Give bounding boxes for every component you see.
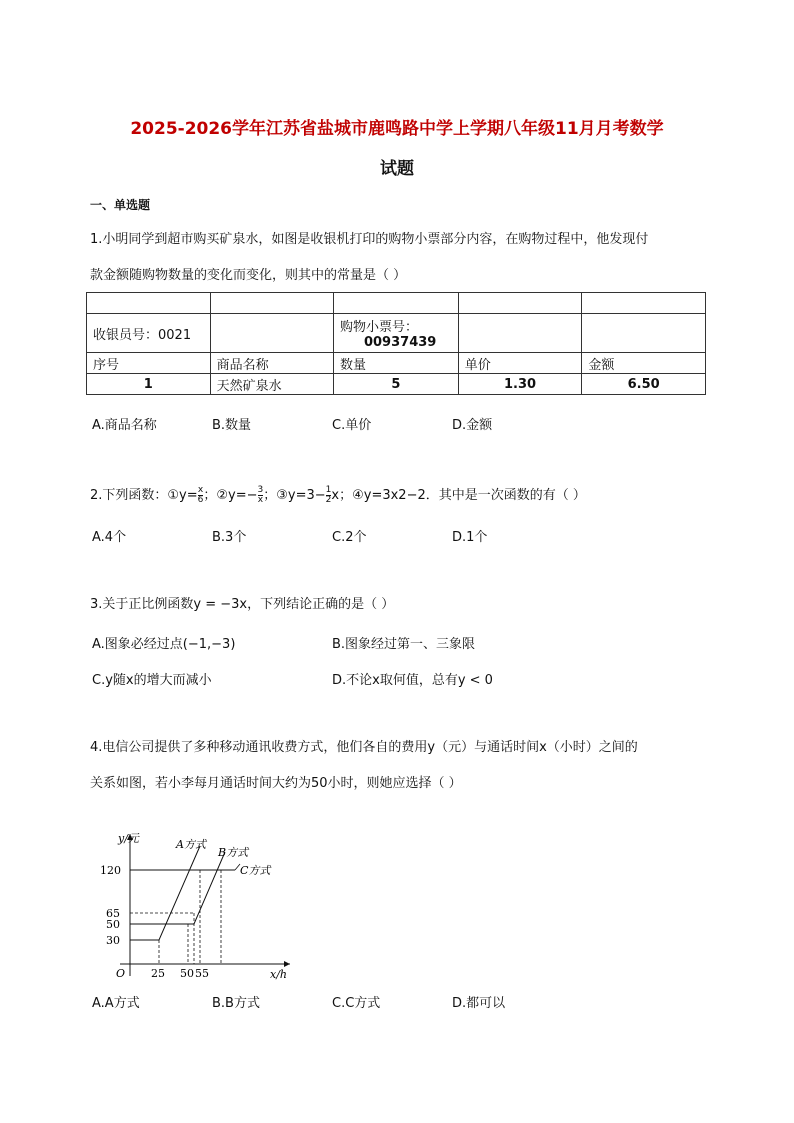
line-b-label: B方式 — [218, 846, 249, 859]
q2-prefix: 2.下列函数： — [90, 488, 168, 503]
header-cell: 序号 — [87, 353, 211, 374]
q3-option-d[interactable]: D.不论x取何值，总有y < 0 — [332, 673, 493, 688]
fraction: $\frac{x}{6}$ — [197, 485, 204, 505]
q1-option-a[interactable]: A.商品名称 — [92, 418, 157, 433]
cashier-cell: 收银员号：0021 — [87, 314, 211, 353]
y-tick-label: 50 — [106, 918, 120, 931]
q4-option-d[interactable]: D.都可以 — [452, 996, 506, 1011]
header-cell: 商品名称 — [210, 353, 333, 374]
line-a — [130, 846, 200, 940]
y-axis-label: y/元 — [118, 832, 139, 845]
line-a-label: A方式 — [176, 838, 206, 851]
q2-option-c[interactable]: C.2个 — [332, 530, 367, 545]
origin-label: O — [116, 967, 126, 980]
q1-option-c[interactable]: C.单价 — [332, 418, 372, 433]
question-4-line2: 关系如图，若小李每月通话时间大约为50小时，则她应选择（ ） — [90, 776, 462, 791]
q3-option-b[interactable]: B.图象经过第一、三象限 — [332, 637, 476, 652]
section-heading: 一、单选题 — [90, 198, 151, 212]
cell-index: 1 — [87, 374, 211, 395]
q2-option-b[interactable]: B.3个 — [212, 530, 247, 545]
q4-option-c[interactable]: C.C方式 — [332, 996, 381, 1011]
cell-unit-price: 1.30 — [458, 374, 582, 395]
y-tick-label: 120 — [100, 864, 121, 877]
cell-product: 天然矿泉水 — [210, 374, 333, 395]
q2-f3-lead: ；③y=3− — [263, 488, 326, 503]
x-tick-label: 25 — [151, 967, 165, 980]
x-tick-label: 50 — [180, 967, 194, 980]
header-cell: 单价 — [458, 353, 582, 374]
question-4-line1: 4.电信公司提供了多种移动通讯收费方式，他们各自的费用y（元）与通话时间x（小时）之间的 — [90, 740, 638, 755]
table-header-row — [87, 353, 706, 374]
x-tick-label: 55 — [195, 967, 209, 980]
question-1-line1: 1.小明同学到超市购买矿泉水，如图是收银机打印的购物小票部分内容，在购物过程中，他发现付 — [90, 232, 649, 247]
q2-option-a[interactable]: A.4个 — [92, 530, 127, 545]
q2-f2-lead: ；②y=− — [203, 488, 258, 503]
page-title-continued: 试题 — [380, 159, 414, 179]
page-title: 2025-2026学年江苏省盐城市鹿鸣路中学上学期八年级11月月考数学 — [130, 119, 664, 139]
fee-graph — [90, 826, 300, 986]
fraction: $\frac{3}{x}$ — [257, 485, 264, 505]
q3-option-c[interactable]: C.y随x的增大而减小 — [92, 673, 212, 688]
q1-option-d[interactable]: D.金额 — [452, 418, 493, 433]
question-3-stem: 3.关于正比例函数y = −3x，下列结论正确的是（ ） — [90, 597, 395, 612]
q3-option-a[interactable]: A.图象必经过点(−1,−3) — [92, 637, 236, 652]
receipt-number: 00937439 — [363, 335, 437, 350]
receipt-label: 购物小票号： — [339, 320, 418, 335]
header-cell: 数量 — [333, 353, 458, 374]
line-c-label: C方式 — [240, 864, 271, 877]
q2-option-d[interactable]: D.1个 — [452, 530, 488, 545]
header-cell: 金额 — [582, 353, 706, 374]
cell-amount: 6.50 — [582, 374, 706, 395]
question-2-stem — [90, 486, 586, 506]
question-1-line2: 款金额随购物数量的变化而变化，则其中的常量是（ ） — [90, 268, 407, 283]
x-axis-label: x/h — [270, 968, 287, 981]
q4-option-b[interactable]: B.B方式 — [212, 996, 260, 1011]
q2-f1-lead: ①y= — [167, 488, 198, 503]
table-row — [87, 374, 706, 395]
q4-option-a[interactable]: A.A方式 — [92, 996, 140, 1011]
fraction: $\frac{1}{2}$ — [325, 485, 332, 505]
y-tick-label: 30 — [106, 934, 120, 947]
table-row — [87, 293, 706, 314]
cell-quantity: 5 — [333, 374, 458, 395]
table-row — [87, 314, 706, 353]
receipt-table — [86, 292, 706, 395]
q2-f3-tail: x；④y=3x2−2．其中是一次函数的有（ ） — [331, 488, 586, 503]
y-tick-label: 65 — [106, 907, 120, 920]
receipt-number-cell — [333, 314, 458, 353]
q1-option-b[interactable]: B.数量 — [212, 418, 252, 433]
